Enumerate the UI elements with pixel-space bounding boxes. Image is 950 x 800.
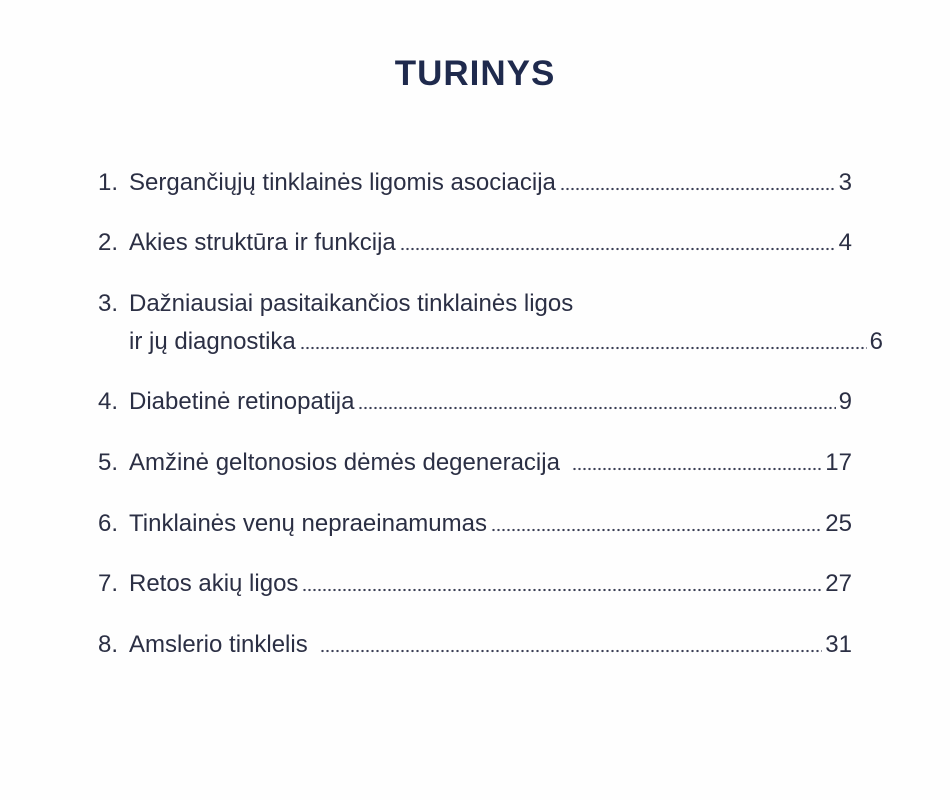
toc-title: Amslerio tinklelis bbox=[129, 631, 308, 658]
toc-number: 5. bbox=[98, 449, 119, 476]
toc-page-number: 17 bbox=[825, 449, 852, 476]
toc-number: 7. bbox=[98, 570, 119, 597]
toc-entry-3[interactable] bbox=[98, 285, 883, 361]
dot-leader bbox=[572, 467, 822, 471]
toc-page-number: 3 bbox=[838, 169, 852, 196]
dot-leader bbox=[320, 649, 823, 653]
toc-page-number: 6 bbox=[869, 328, 883, 355]
dot-leader bbox=[302, 588, 822, 592]
toc-title: Sergančiųjų tinklainės ligomis asociacija bbox=[129, 169, 556, 196]
toc-title: Akies struktūra ir funkcija bbox=[129, 229, 396, 256]
toc-title: Dažniausiai pasitaikančios tinklainės ligos bbox=[129, 290, 574, 317]
dot-leader bbox=[560, 187, 836, 191]
toc-page-number: 31 bbox=[825, 631, 852, 658]
toc-number: 6. bbox=[98, 510, 119, 537]
toc-title: Amžinė geltonosios dėmės degeneracija bbox=[129, 449, 560, 476]
toc-page-number: 27 bbox=[825, 570, 852, 597]
toc-entry-7[interactable] bbox=[98, 565, 852, 603]
page-title: TURINYS bbox=[394, 54, 556, 93]
toc-number: 3. bbox=[98, 290, 119, 317]
dot-leader bbox=[358, 406, 835, 410]
toc-number: 1. bbox=[98, 169, 119, 196]
toc-page-number: 9 bbox=[838, 388, 852, 415]
toc-title-continuation: ir jų diagnostika bbox=[129, 328, 296, 355]
dot-leader bbox=[300, 346, 867, 350]
toc-page-number: 4 bbox=[838, 229, 852, 256]
toc-number: 8. bbox=[98, 631, 119, 658]
toc-number: 4. bbox=[98, 388, 119, 415]
toc-title: Tinklainės venų nepraeinamumas bbox=[129, 510, 487, 537]
toc-entry-4[interactable] bbox=[98, 383, 852, 421]
dot-leader bbox=[400, 247, 836, 251]
toc-title: Diabetinė retinopatija bbox=[129, 388, 355, 415]
toc-page-number: 25 bbox=[825, 510, 852, 537]
toc-entry-1[interactable] bbox=[98, 164, 852, 202]
dot-leader bbox=[491, 528, 822, 532]
toc-number: 2. bbox=[98, 229, 119, 256]
toc-entry-8[interactable] bbox=[98, 626, 852, 664]
toc-entry-2[interactable] bbox=[98, 224, 852, 262]
toc-entry-5[interactable] bbox=[98, 444, 852, 482]
toc-entry-6[interactable] bbox=[98, 505, 852, 543]
toc-title: Retos akių ligos bbox=[129, 570, 299, 597]
